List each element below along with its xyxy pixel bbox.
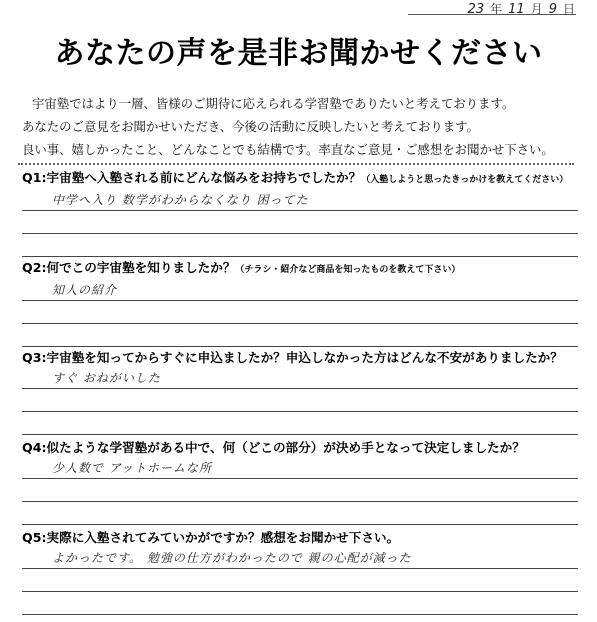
- question-2: [22, 260, 578, 347]
- question-3-blank-line[interactable]: [22, 412, 578, 435]
- question-5-blank-line[interactable]: [22, 592, 578, 615]
- question-4: [22, 440, 578, 525]
- question-1-note: （入塾しようと思ったきっかけを教えてください）: [361, 175, 569, 185]
- question-4-blank-line[interactable]: [22, 479, 578, 502]
- question-1-blank-line[interactable]: [22, 234, 578, 257]
- question-2-label: Q2:何でこの宇宙塾を知りましたか？（チラシ・紹介など商品を知ったものを教えて下さい）: [22, 260, 461, 275]
- question-4-answer-line[interactable]: [22, 456, 578, 479]
- question-2-blank-line[interactable]: [22, 324, 578, 347]
- question-2-note: （チラシ・紹介など商品を知ったものを教えて下さい）: [235, 265, 461, 275]
- question-3-label: Q3:宇宙塾を知ってからすぐに申込ましたか？申込しなかった方はどんな不安がありましたか？: [22, 350, 563, 365]
- date-day-unit: 日: [562, 2, 575, 16]
- intro-line-1: 宇宙塾ではより一層、皆様のご期待に応えられる学習塾でありたいと考えております。: [32, 96, 515, 111]
- question-5-label: Q5:実際に入塾されてみていかがですか？感想をお聞かせ下さい。: [22, 530, 400, 545]
- intro-line-3: 良い事、嬉しかったこと、どんなことでも結構です。率直なご意見・ご感想をお聞かせ下さい。: [22, 142, 554, 157]
- date-month-unit: 月: [530, 2, 543, 16]
- question-3-answer: すぐ おねがいした: [52, 371, 161, 385]
- page-title: あなたの声を是非お聞かせください: [54, 36, 543, 71]
- question-2-answer-line[interactable]: [22, 278, 578, 301]
- date-year-unit: 年: [490, 2, 503, 16]
- date-field: [464, 0, 575, 17]
- question-5-blank-line[interactable]: [22, 569, 578, 592]
- question-1-label: Q1:宇宙塾へ入塾される前にどんな悩みをお持ちでしたか？（入塾しようと思ったきっかけを教えてください）: [22, 170, 569, 185]
- question-1-answer: 中学へ入り 数学がわからなくなり 困ってた: [52, 193, 309, 207]
- section-separator: [18, 163, 574, 165]
- intro-text: [22, 92, 582, 161]
- question-5-answer-line[interactable]: [22, 546, 578, 569]
- question-2-blank-line[interactable]: [22, 301, 578, 324]
- date-month-value: 11: [508, 2, 525, 17]
- question-1: [22, 170, 578, 257]
- question-5-answer: よかったです。 勉強の仕方がわかったので 親の心配が減った: [52, 551, 412, 565]
- question-3-answer-line[interactable]: [22, 366, 578, 389]
- intro-line-2: あなたのご意見をお聞かせいただき、今後の活動に反映したいと考えております。: [22, 119, 479, 134]
- date-day-value: 9: [548, 2, 557, 17]
- question-4-answer: 少人数で アットホームな所: [52, 461, 212, 475]
- question-1-blank-line[interactable]: [22, 211, 578, 234]
- question-1-answer-line[interactable]: [22, 188, 578, 211]
- question-3: [22, 350, 578, 435]
- question-4-blank-line[interactable]: [22, 502, 578, 525]
- question-2-answer: 知人の紹介: [52, 283, 118, 297]
- date-year-value: 23: [467, 2, 485, 17]
- question-5: [22, 530, 578, 615]
- question-4-label: Q4:似たような学習塾がある中で、何（どこの部分）が決め手となって決定しましたか？: [22, 440, 525, 455]
- question-3-blank-line[interactable]: [22, 389, 578, 412]
